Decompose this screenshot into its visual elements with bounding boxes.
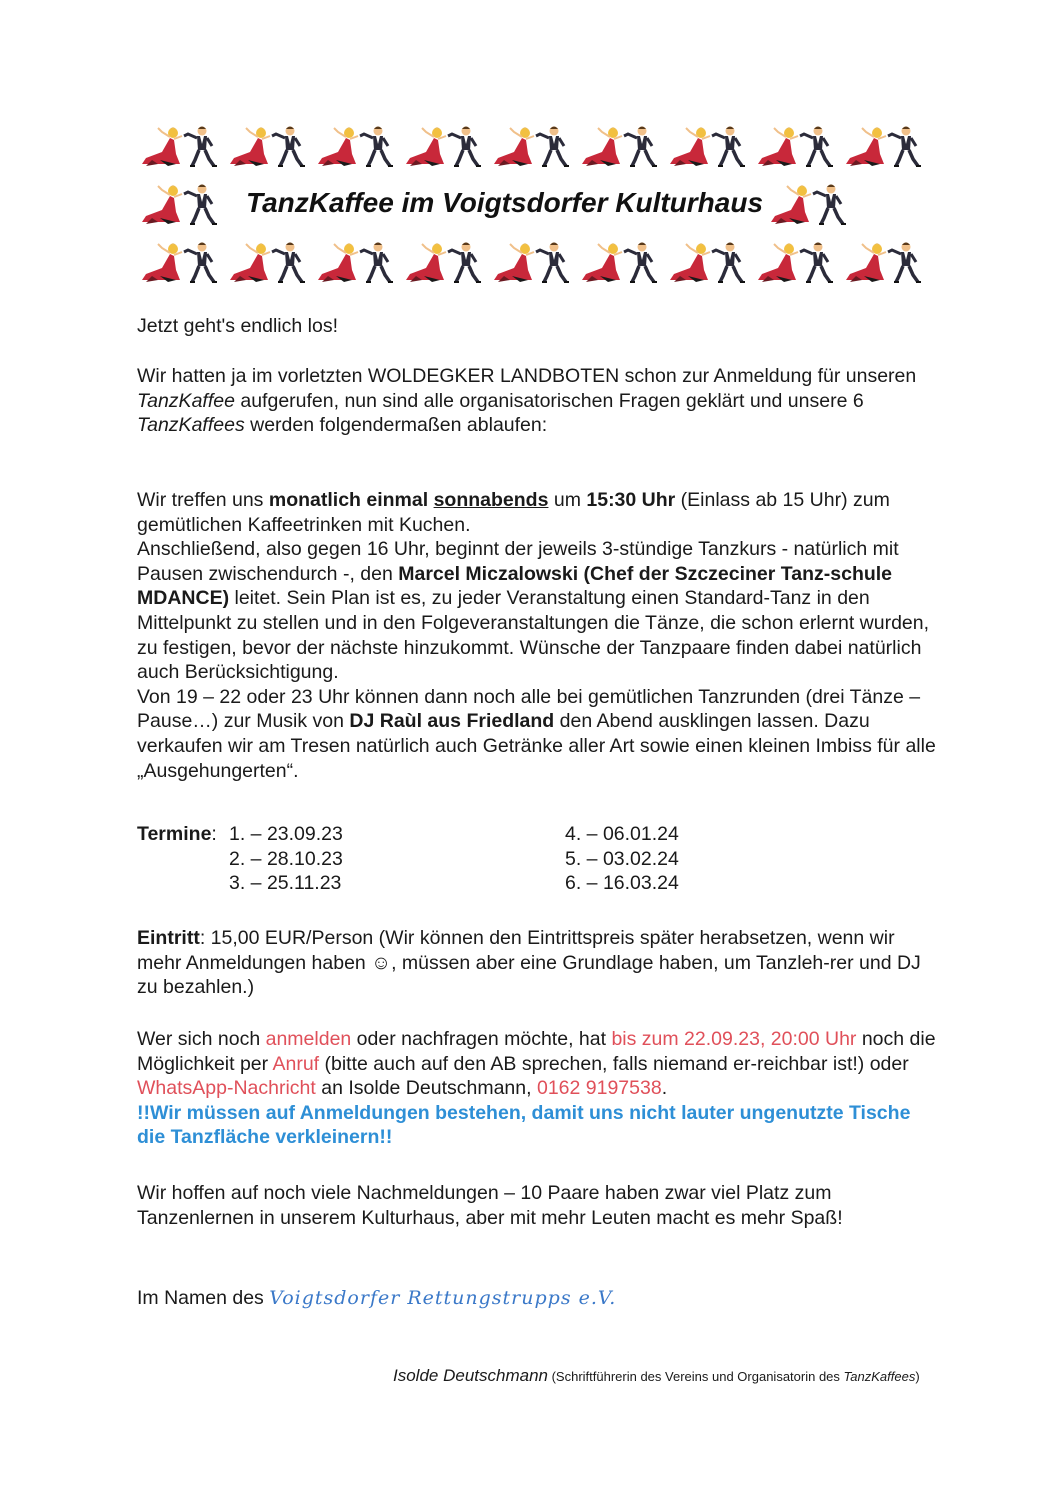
dancing-couple-icon — [140, 238, 228, 284]
dancing-couple-icon — [492, 122, 580, 168]
dancing-couple-icon — [844, 122, 932, 168]
dancing-couple-icon — [769, 180, 857, 226]
para1-text: Wir hatten ja im vorletzten WOLDEGKER LANDBOTEN schon zur Anmeldung für unseren — [137, 365, 917, 387]
termine-label: Termine: — [137, 823, 217, 845]
para2-text: leitet. Sein Plan ist es, zu jeder Veranstaltung einen Standard-Tanz in den Mittelpunkt zu stellen und in den Folgeveranstaltungen die Tänze, die schon erlernt wurden, zu festigen, bevor der nächste hinzukommt. Wünsche der Tanzpaare finden dabei natürlich auch Berücksichtigung. — [137, 587, 930, 684]
smiley-icon: ☺ — [371, 951, 392, 974]
dancing-couple-icon — [668, 238, 756, 284]
dancing-couple-icon — [316, 238, 404, 284]
dancing-couple-icon — [844, 238, 932, 284]
signature-prefix: Im Namen des — [137, 1287, 270, 1309]
termine-column-left — [229, 822, 343, 896]
para2-text: um — [548, 489, 587, 511]
dancing-couple-icon — [404, 122, 492, 168]
dancing-couple-icon — [580, 238, 668, 284]
intro-paragraph — [137, 314, 937, 339]
dancing-couple-icon — [228, 122, 316, 168]
paragraph-2 — [137, 488, 937, 783]
dancing-couple-icon — [492, 238, 580, 284]
para1-italic: TanzKaffee — [137, 389, 235, 412]
eintritt-text: : 15,00 EUR/Person (Wir können den Eintrittspreis später herabsetzen, wenn wir mehr Anmeldungen haben — [137, 927, 895, 974]
para1-text: aufgerufen, nun sind alle organisatorischen Fragen geklärt und unsere 6 — [234, 389, 864, 412]
para2-bold-underlined: sonnabends — [433, 489, 549, 511]
para2-text: den Abend ausklingen lassen. Dazu verkaufen wir am Tresen natürlich auch Getränke aller Art sowie einen kleinen Imbiss für alle „Ausgehungerten“. — [137, 710, 936, 782]
dancing-couple-icon — [756, 238, 844, 284]
anmeldung-warning: !!Wir müssen auf Anmeldungen bestehen, damit uns nicht lauter ungenutzte Tische die Tanzfläche verkleinern!! — [137, 1101, 911, 1149]
para2-text: Anschließend, also gegen 16 Uhr, beginnt der jeweils 3-stündige Tanzkurs - natürlich mit Pausen zwischendurch -, den — [137, 538, 899, 585]
author-role: ) — [915, 1369, 920, 1384]
termine-date: 3. – 25.11.23 — [229, 872, 342, 895]
termine-date: 5. – 03.02.24 — [565, 847, 679, 870]
anmeldung-text: oder nachfragen möchte, hat — [351, 1028, 612, 1050]
author-name: Isolde Deutschmann — [393, 1366, 548, 1385]
footer-signature — [393, 1366, 920, 1386]
closing-text: Wir hoffen auf noch viele Nachmeldungen – 10 Paare haben zwar viel Platz zum Tanzenlernen in unserem Kulturhaus, aber mit mehr Leuten macht es mehr Spaß! — [137, 1182, 843, 1229]
phone-number: 0162 9197538 — [536, 1077, 662, 1100]
anmeldung-text: an Isolde Deutschmann, — [315, 1077, 537, 1100]
signature-line — [137, 1286, 937, 1311]
anmeldung-text: noch die Möglichkeit per — [137, 1028, 936, 1075]
dancing-couple-icon — [668, 122, 756, 168]
para2-bold: monatlich einmal — [268, 489, 429, 511]
anmeldung-highlight: WhatsApp-Nachricht — [137, 1077, 316, 1100]
para2-text: Von 19 – 22 oder 23 Uhr können dann noch alle bei gemütlichen Tanzrunden (drei Tänze – Pause…) zur Musik von — [137, 685, 921, 733]
author-role-italic: TanzKaffees — [843, 1369, 916, 1384]
dancing-couple-icon — [140, 122, 228, 168]
dancing-couple-icon — [580, 122, 668, 168]
para2-text: (Einlass ab 15 Uhr) zum gemütlichen Kaffeetrinken mit Kuchen. — [137, 489, 890, 536]
termine-date: 4. – 06.01.24 — [565, 823, 679, 845]
dancer-group-right — [769, 180, 857, 226]
anmeldung-text: . — [661, 1077, 668, 1100]
page-title: TanzKaffee im Voigtsdorfer Kulturhaus — [246, 187, 764, 218]
anmeldung-text: (bitte auch auf den AB sprechen, falls niemand er-reichbar ist!) oder — [319, 1052, 909, 1075]
termine-date: 2. – 28.10.23 — [229, 847, 343, 870]
intro-line: Jetzt geht's endlich los! — [137, 315, 338, 337]
dancing-couple-icon — [404, 238, 492, 284]
eintritt-paragraph — [137, 926, 937, 1000]
anmeldung-text: Wer sich noch — [137, 1028, 266, 1050]
termine-date: 1. – 23.09.23 — [229, 823, 343, 845]
dancer-group-left — [140, 180, 228, 226]
para2-text: Wir treffen uns — [137, 489, 269, 511]
para1-italic: TanzKaffees — [137, 414, 245, 437]
anmeldung-highlight: anmelden — [265, 1028, 352, 1050]
closing-paragraph — [137, 1181, 937, 1230]
title-row — [140, 178, 920, 228]
dancing-couple-icon — [140, 180, 228, 226]
anmeldung-deadline: bis zum 22.09.23, 20:00 Uhr — [611, 1028, 857, 1050]
para1-text: werden folgendermaßen ablaufen: — [244, 414, 548, 437]
termine-date: 6. – 16.03.24 — [565, 872, 679, 895]
organization-name: Voigtsdorfer Rettungstrupps e.V. — [269, 1287, 617, 1309]
author-role: (Schriftführerin des Vereins und Organisatorin des — [547, 1369, 844, 1384]
para2-bold: DJ Raùl aus Friedland — [349, 710, 555, 733]
dancer-row-top — [140, 122, 932, 168]
termine-column-right — [565, 822, 679, 896]
para2-bold: Marcel Miczalowski (Chef der Szczeciner Tanz-schule MDANCE) — [137, 562, 893, 610]
eintritt-text: , müssen aber eine Grundlage haben, um Tanzleh-rer und DJ zu bezahlen.) — [137, 951, 921, 999]
anmeldung-highlight: Anruf — [272, 1052, 320, 1075]
dancing-couple-icon — [228, 238, 316, 284]
paragraph-1 — [137, 364, 937, 438]
eintritt-label: Eintritt — [137, 927, 200, 949]
dancer-row-bottom — [140, 238, 932, 284]
para2-bold: 15:30 Uhr — [586, 489, 676, 511]
anmeldung-paragraph — [137, 1027, 937, 1150]
dancing-couple-icon — [316, 122, 404, 168]
dancing-couple-icon — [756, 122, 844, 168]
